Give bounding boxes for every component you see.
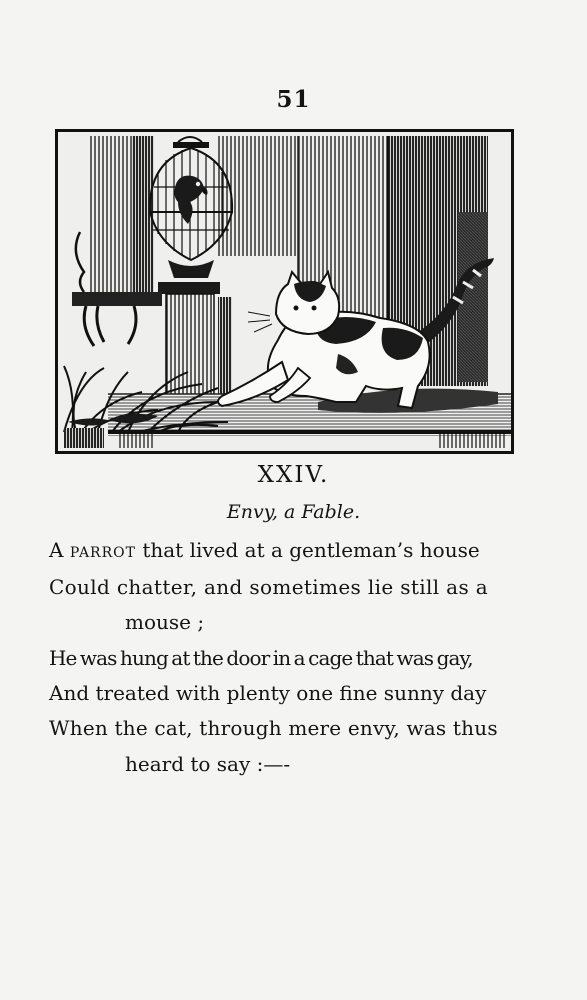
chapter-number: XXIV. bbox=[257, 462, 330, 488]
poem-line-5: And treated with plenty one fine sunny day bbox=[49, 681, 487, 705]
poem-line-1-smallcaps: parrot bbox=[69, 538, 136, 562]
engraving-illustration bbox=[55, 129, 514, 454]
wall-panel bbox=[218, 136, 298, 256]
page-number: 51 bbox=[276, 86, 311, 113]
engraving-svg bbox=[58, 132, 511, 451]
poem-line-1-first: A bbox=[49, 538, 64, 562]
poem-line-1 bbox=[49, 538, 480, 562]
poem-line-7: heard to say :—- bbox=[125, 752, 291, 776]
poem-line-3: mouse ; bbox=[125, 610, 205, 634]
poem-line-4: He was hung at the door in a cage that was gay, bbox=[49, 646, 473, 670]
poem-line-1-rest: that lived at a gentleman’s house bbox=[135, 538, 480, 562]
window-shutter bbox=[90, 136, 132, 296]
poem-title: Envy, a Fable. bbox=[226, 501, 361, 523]
poem-line-2: Could chatter, and sometimes lie still as a bbox=[49, 575, 489, 599]
poem-line-6: When the cat, through mere envy, was thus bbox=[49, 716, 498, 740]
